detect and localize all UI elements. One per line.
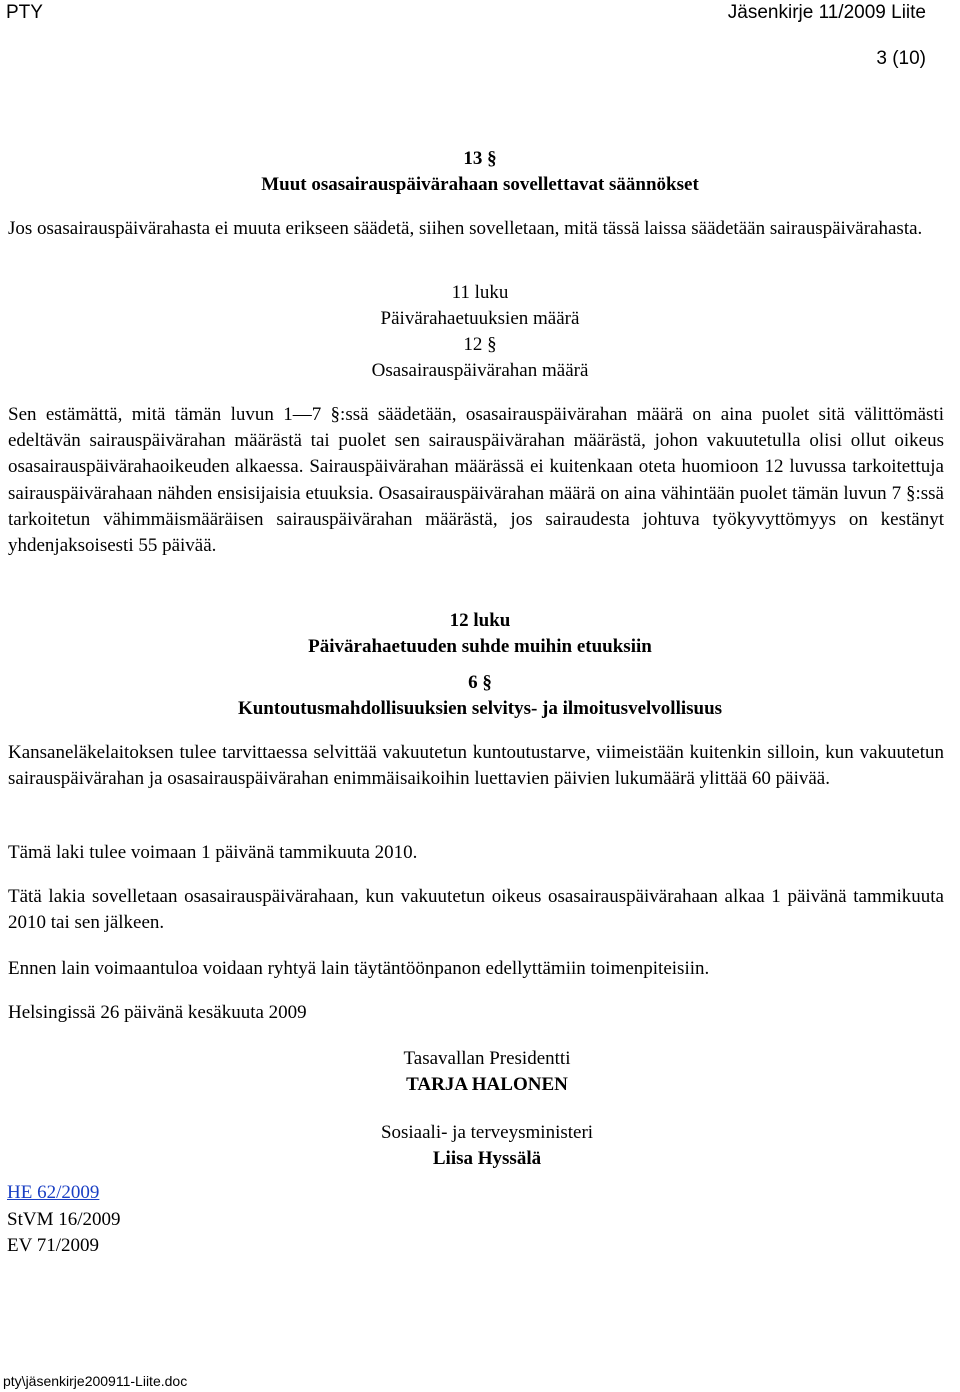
section-13-text: Jos osasairauspäivärahasta ei muuta erikseen säädetä, siihen sovelletaan, mitä tässä laissa säädetään sairauspäivärahasta.: [8, 218, 923, 239]
entry-into-force-text: Tämä laki tulee voimaan 1 päivänä tammikuuta 2010.: [8, 842, 418, 863]
chapter-12-heading: 12 luku: [449, 610, 511, 631]
section-12-title: Osasairauspäivärahan määrä: [371, 360, 589, 381]
chapter-11-title: Päivärahaetuuksien määrä: [380, 308, 580, 329]
place-and-date: Helsingissä 26 päivänä kesäkuuta 2009: [8, 1002, 307, 1023]
application-text: Tätä lakia sovelletaan osasairauspäivärahaan, kun vakuutetun oikeus osasairauspäivärahaan alkaa 1 päivänä tammikuuta 2010 tai sen jälkeen.: [8, 886, 944, 934]
header-document-title: Jäsenkirje 11/2009 Liite: [727, 2, 926, 23]
page-number: 3 (10): [876, 48, 926, 69]
section-13-title: Muut osasairauspäivärahaan sovellettavat säännökset: [261, 174, 699, 195]
section-12-number: 12 §: [463, 334, 497, 355]
minister-title: Sosiaali- ja terveysministeri: [380, 1122, 594, 1143]
footer-file-path: pty\jäsenkirje200911-Liite.doc: [3, 1373, 188, 1389]
header-organization: PTY: [6, 2, 43, 23]
legislative-references: [7, 1180, 121, 1260]
he-reference-link[interactable]: HE 62/2009: [7, 1182, 100, 1203]
president-title: Tasavallan Presidentti: [403, 1048, 571, 1069]
chapter-12-title: Päivärahaetuuden suhde muihin etuuksiin: [308, 636, 652, 657]
section-6-title: Kuntoutusmahdollisuuksien selvitys- ja ilmoitusvelvollisuus: [237, 698, 723, 719]
section-6-text: Kansaneläkelaitoksen tulee tarvittaessa selvittää vakuutetun kuntoutustarve, viimeistään kuitenkin silloin, kun vakuutetun sairauspäivärahan ja osasairauspäivärahan enimmäisaikoihin luettavien päivien lukumäärä ylittää 60 päivää.: [8, 742, 944, 790]
stvm-reference: StVM 16/2009: [7, 1208, 121, 1230]
chapter-11-heading: 11 luku: [451, 282, 509, 303]
section-12-text: Sen estämättä, mitä tämän luvun 1—7 §:ssä säädetään, osasairauspäivärahan määrä on aina puolet sitä välittömästi edeltävän sairauspäivärahan määrästä tai puolet sen sairauspäivärahan määrästä, johon vakuutetulla olisi ollut oikeus osasairauspäivärahaoikeuden alkaessa. Sairauspäivärahan määrässä ei kuitenkaan oteta huomioon 12 luvussa tarkoitettuja sairauspäivärahaan nähden ensisijaisia etuuksia. Osasairauspäivärahan määrä on aina vähintään puolet tämän luvun 7 §:ssä tarkoitetun vähimmäismääräisen sairauspäivärahan määrästä, jos sairaudesta johtuva työkyvyttömyys on kestänyt yhdenjaksoisesti 55 päivää.: [8, 404, 944, 557]
section-13-number: 13 §: [463, 148, 497, 169]
minister-name: Liisa Hyssälä: [432, 1148, 542, 1169]
ev-reference: EV 71/2009: [7, 1235, 100, 1256]
section-6-number: 6 §: [468, 672, 492, 693]
president-name: TARJA HALONEN: [406, 1074, 568, 1095]
measures-text: Ennen lain voimaantuloa voidaan ryhtyä lain täytäntöönpanon edellyttämiin toimenpiteisiin.: [8, 958, 710, 979]
